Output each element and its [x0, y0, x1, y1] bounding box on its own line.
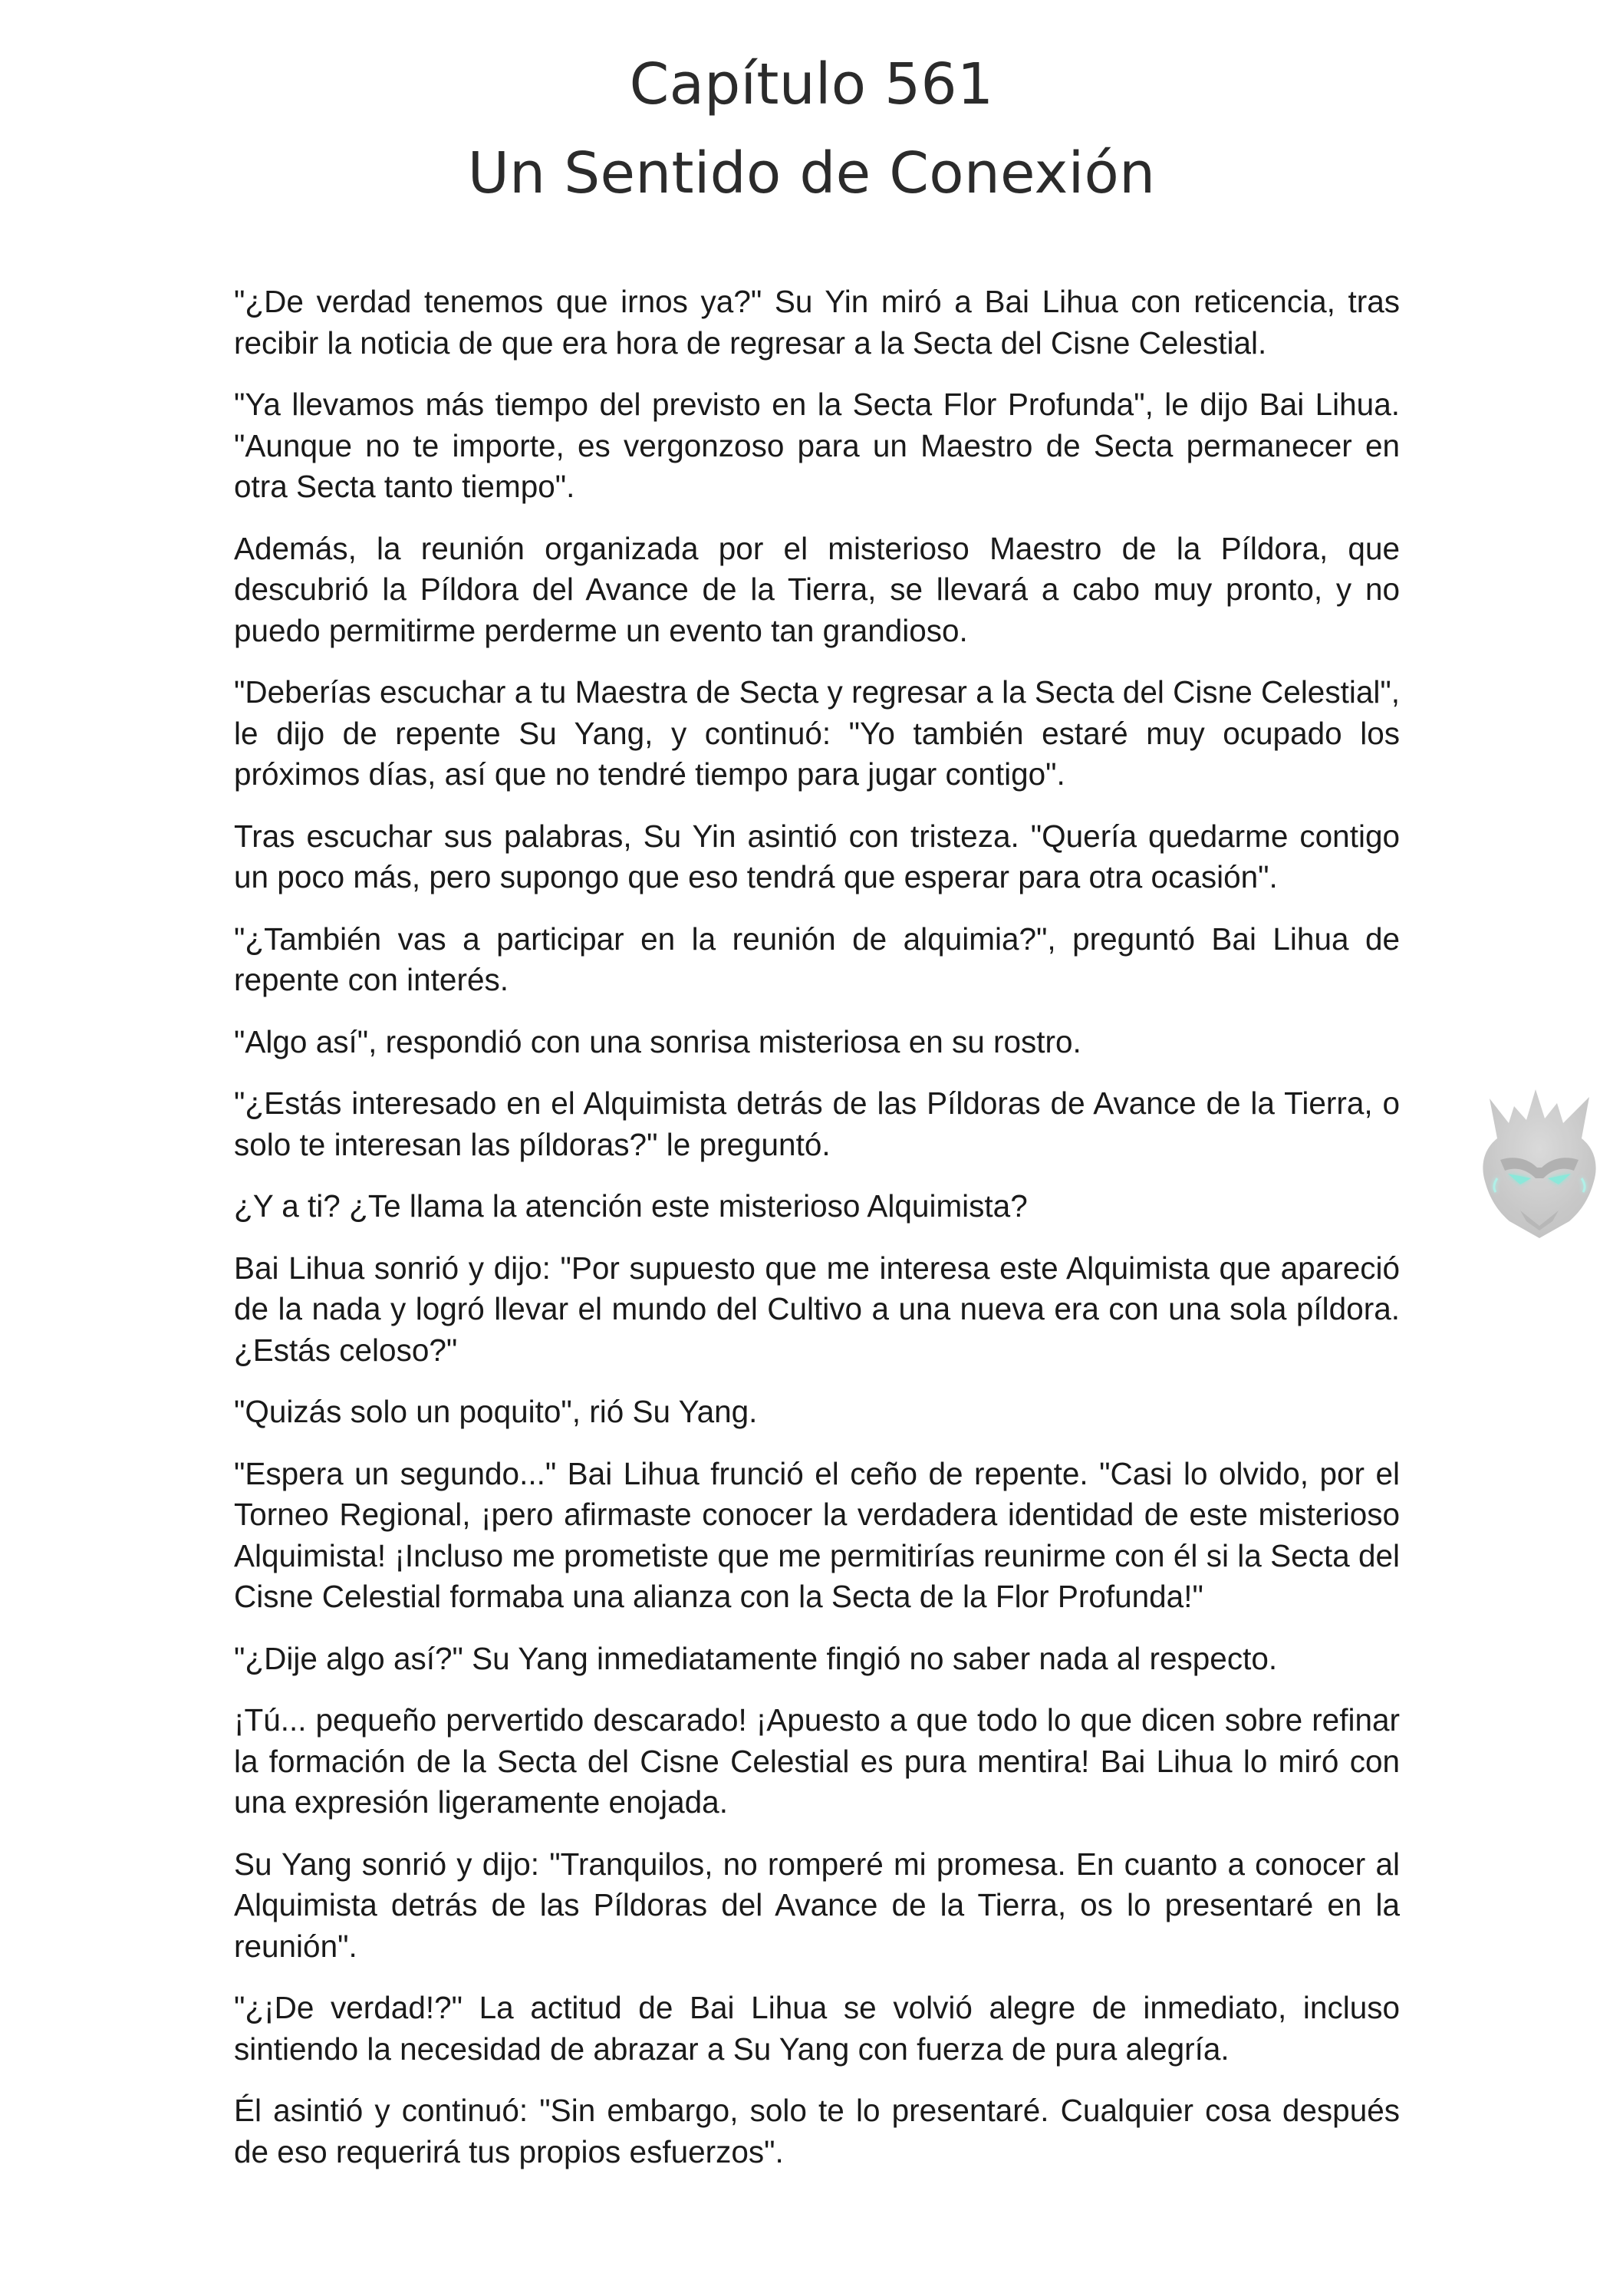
chapter-header	[0, 40, 1623, 218]
paragraph: Bai Lihua sonrió y dijo: "Por supuesto que me interesa este Alquimista que apareció de la nada y logró llevar el mundo del Cultivo a una nueva era con una sola píldora. ¿Estás celoso?"	[234, 1250, 1400, 1368]
chapter-number: Capítulo 561	[629, 51, 994, 117]
paragraph: "¿Dije algo así?" Su Yang inmediatamente fingió no saber nada al respecto.	[234, 1640, 1278, 1676]
demon-head-icon-svg	[1467, 1076, 1612, 1240]
paragraph: "Algo así", respondió con una sonrisa misteriosa en su rostro.	[234, 1023, 1081, 1059]
chapter-title: Un Sentido de Conexión	[467, 140, 1156, 206]
paragraph: Además, la reunión organizada por el misterioso Maestro de la Píldora, que descubrió la Píldora del Avance de la Tierra, se llevará a cabo muy pronto, y no puedo permitirme perderme un evento tan grandioso.	[234, 530, 1400, 648]
paragraph: "¿También vas a participar en la reunión de alquimia?", preguntó Bai Lihua de repente con interés.	[234, 921, 1400, 997]
paragraph: ¿Y a ti? ¿Te llama la atención este misterioso Alquimista?	[234, 1188, 1028, 1224]
paragraph: "¿De verdad tenemos que irnos ya?" Su Yin miró a Bai Lihua con reticencia, tras recibir la noticia de que era hora de regresar a la Secta del Cisne Celestial.	[234, 284, 1400, 361]
paragraph: "¿¡De verdad!?" La actitud de Bai Lihua se volvió alegre de inmediato, incluso sintiendo la necesidad de abrazar a Su Yang con fuerza de pura alegría.	[234, 1990, 1400, 2067]
demon-head-icon	[1467, 1076, 1612, 1240]
paragraph: "Ya llevamos más tiempo del previsto en la Secta Flor Profunda", le dijo Bai Lihua. "Aunque no te importe, es vergonzoso para un Maestro de Secta permanecer en otra Secta tanto tiempo".	[234, 387, 1400, 504]
paragraph: "¿Estás interesado en el Alquimista detrás de las Píldoras de Avance de la Tierra, o solo te interesan las píldoras?" le preguntó.	[234, 1085, 1400, 1162]
paragraph: Él asintió y continuó: "Sin embargo, solo te lo presentaré. Cualquier cosa después de eso requerirá tus propios esfuerzos".	[234, 2093, 1400, 2169]
paragraph: "Deberías escuchar a tu Maestra de Secta y regresar a la Secta del Cisne Celestial", le dijo de repente Su Yang, y continuó: "Yo también estaré muy ocupado los próximos días, así que no tendré tiempo para jugar contigo".	[234, 674, 1400, 792]
paragraph: "Quizás solo un poquito", rió Su Yang.	[234, 1394, 758, 1429]
paragraph: Tras escuchar sus palabras, Su Yin asintió con tristeza. "Quería quedarme contigo un poco más, pero supongo que eso tendrá que esperar para otra ocasión".	[234, 818, 1400, 894]
chapter-body	[234, 282, 1400, 2193]
paragraph: Su Yang sonrió y dijo: "Tranquilos, no romperé mi promesa. En cuanto a conocer al Alquimista detrás de las Píldoras del Avance de la Tierra, os lo presentaré en la reunión".	[234, 1846, 1400, 1964]
paragraph: "Espera un segundo..." Bai Lihua frunció el ceño de repente. "Casi lo olvido, por el Torneo Regional, ¡pero afirmaste conocer la verdadera identidad de este misterioso Alquimista! ¡Incluso me prometiste que me permitirías reunirme con él si la Secta del Cisne Celestial formaba una alianza con la Secta de la Flor Profunda!"	[234, 1455, 1400, 1614]
paragraph: ¡Tú... pequeño pervertido descarado! ¡Apuesto a que todo lo que dicen sobre refinar la formación de la Secta del Cisne Celestial es pura mentira! Bai Lihua lo miró con una expresión ligeramente enojada.	[234, 1702, 1400, 1820]
